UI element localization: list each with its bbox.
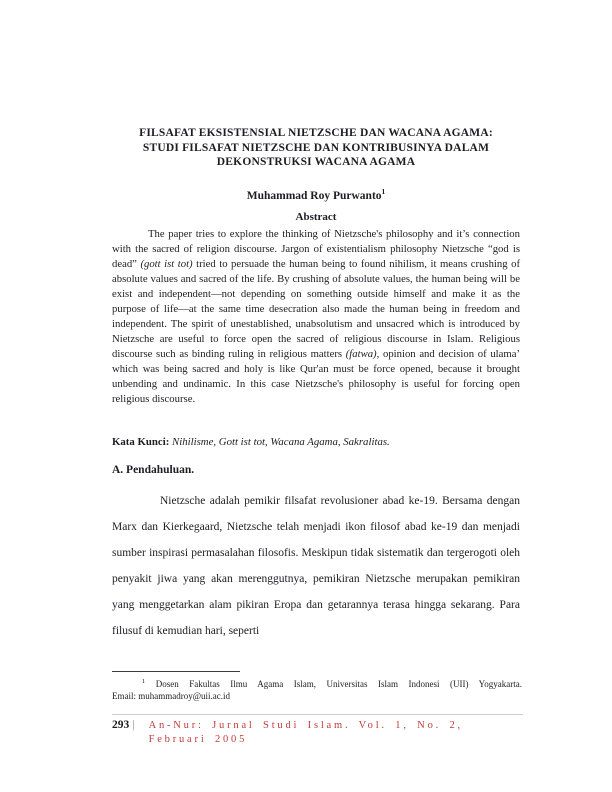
paper-title-line1: FILSAFAT EKSISTENSIAL NIETZSCHE DAN WACANA AGAMA: (139, 127, 493, 139)
keywords-line (112, 436, 520, 448)
journal-citation-line1: An-Nur: Jurnal Studi Islam. Vol. 1, No. 2, (148, 720, 463, 731)
footnote-separator-rule (112, 671, 240, 672)
abstract-text-1: The paper tries to explore the thinking of Nietzsche's philosophy and it’s connection with the sacred of religion discourse. Jargon of existentialism philosophy Nietzsche “god is dead” (112, 228, 520, 270)
page-number: 293 (112, 719, 130, 731)
paper-title-line3: DEKONSTRUKSI WACANA AGAMA (216, 156, 416, 168)
footer-separator: | (132, 719, 135, 731)
abstract-italic-2: (fatwa), (345, 348, 380, 360)
footnote-affiliation (112, 676, 522, 691)
footnote-email: Email: muhammadroy@uii.ac.id (112, 690, 231, 701)
abstract-text-2: tried to persuade the human being to found nihilism, it means crushing of absolute values and sacred of the life. By crushing of absolute values, the human being will be exist and independent—not depending on something outside himself and make it as the purpose of life—at the same time desecration also made the human being in freedom and independent. The spirit of unestablished, unabsolutism and unsacred which is introduced by Nietzsche are useful to force open the sacred of religious discourse in Islam. Religious discourse such as binding ruling in religious matters (112, 258, 520, 360)
paper-title-line2: STUDI FILSAFAT NIETZSCHE DAN KONTRIBUSINYA DALAM (142, 141, 490, 154)
page-footer (112, 719, 523, 747)
footnote (112, 676, 522, 703)
footnote-affiliation-text: Dosen Fakultas Ilmu Agama Islam, Universitas Islam Indonesi (UII) Yogyakarta. (145, 679, 522, 689)
journal-citation (149, 719, 463, 747)
abstract-paragraph (112, 227, 520, 407)
author-footnote-marker: 1 (381, 187, 386, 196)
abstract-italic-1: (gott ist tot) (140, 258, 193, 270)
journal-citation-line2: Februari 2005 (148, 734, 248, 745)
paper-title (104, 126, 528, 170)
abstract-text-3: opinion and decision of ulama’ which was being sacred and holy is like Qur'an must be force opened, because it brought unbending and undinamic. In this case Nietzsche's philosophy is useful for forcing open religious discourse. (112, 348, 521, 405)
body-paragraph: Nietzsche adalah pemikir filsafat revolusioner abad ke-19. Bersama dengan Marx dan Kierkegaard, Nietzsche telah menjadi ikon filosof abad ke-19 dan menjadi sumber inspirasi permasalahan filosofis. Meskipun tidak sistematik dan tergerogoti oleh penyakit jiwa yang akan merenggutnya, pemikiran Nietzsche merupakan pemikiran yang menggetarkan alam pikiran Eropa dan getarannya terasa hingga sekarang. Para filusuf di kemudian hari, seperti (112, 495, 520, 637)
footer-rule (112, 714, 523, 715)
keywords-label: Kata Kunci: (112, 436, 170, 448)
keywords-value: Nihilisme, Gott ist tot, Wacana Agama, Sakralitas. (169, 436, 390, 448)
author-name: Muhammad Roy Purwanto (246, 189, 382, 202)
footnote-marker: 1 (142, 678, 146, 685)
abstract-heading: Abstract (295, 211, 337, 223)
section-heading-pendahuluan: A. Pendahuluan. (112, 464, 195, 476)
author-line (104, 187, 528, 202)
